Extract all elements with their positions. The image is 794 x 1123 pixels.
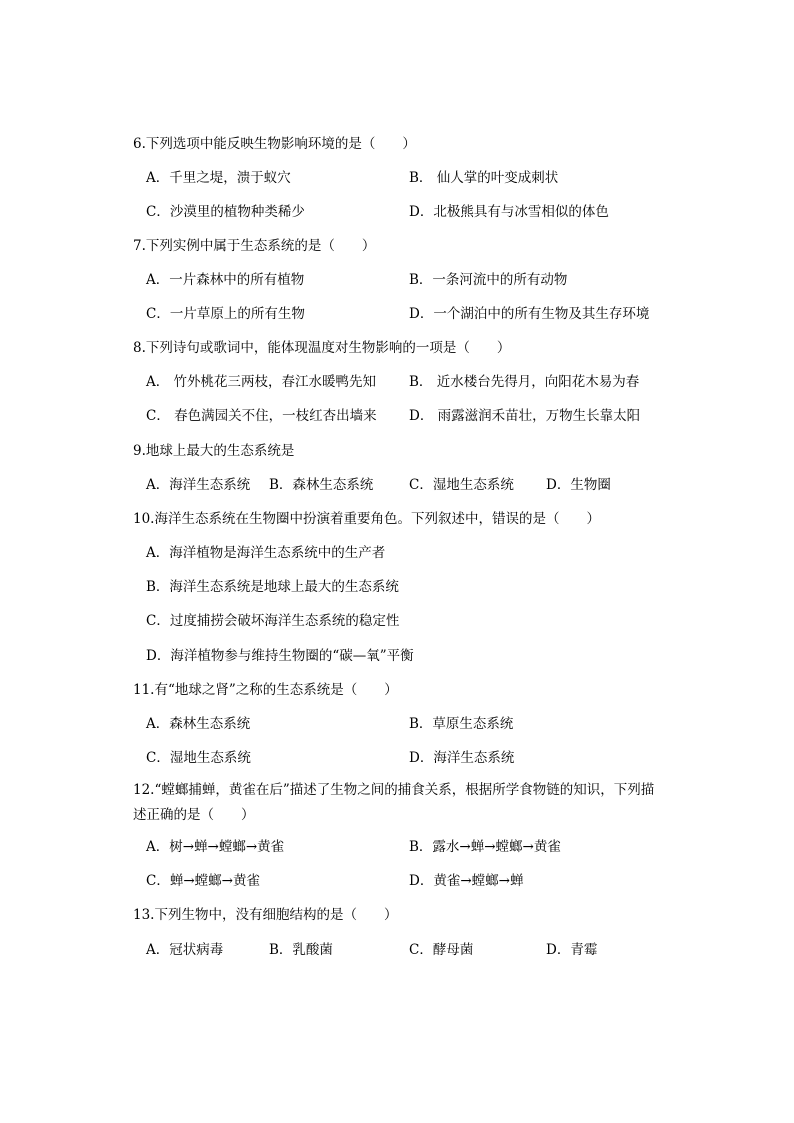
question-12-options-row-1 (146, 837, 666, 857)
option-b: B．一条河流中的所有动物 (409, 272, 568, 288)
question-9-options-row (146, 475, 666, 495)
option-c: C．蝉→螳螂→黄雀 (146, 873, 260, 889)
question-6-options-row-2 (146, 202, 666, 222)
option-b: B． 近水楼台先得月，向阳花木易为春 (409, 374, 640, 390)
question-8-options-row-2 (146, 406, 666, 426)
option-d: D．一个湖泊中的所有生物及其生存环境 (409, 306, 650, 322)
option-c: C． 春色满园关不住，一枝红杏出墙来 (146, 408, 377, 424)
option-a: A． 竹外桃花三两枝，春江水暖鸭先知 (146, 374, 377, 390)
question-10-stem: 10.海洋生态系统在生物圈中扮演着重要角色。下列叙述中，错误的是（ ） (133, 511, 600, 527)
option-a: A．树→蝉→螳螂→黄雀 (146, 839, 285, 855)
question-12-options-row-2 (146, 871, 666, 891)
question-10-option-d (146, 646, 666, 666)
option-d: D．海洋植物参与维持生物圈的“碳—氧”平衡 (146, 648, 414, 664)
question-8-options-row-1 (146, 372, 666, 392)
question-13-options-row (146, 940, 666, 960)
option-a: A．一片森林中的所有植物 (146, 272, 305, 288)
option-b: B．森林生态系统 (269, 477, 374, 493)
option-d: D． 雨露滋润禾苗壮，万物生长靠太阳 (409, 408, 641, 424)
option-c: C．湿地生态系统 (409, 477, 514, 493)
option-a: A．森林生态系统 (146, 716, 251, 732)
option-b: B．露水→蝉→螳螂→黄雀 (409, 839, 561, 855)
option-c: C．一片草原上的所有生物 (146, 306, 305, 322)
option-c: C．过度捕捞会破坏海洋生态系统的稳定性 (146, 613, 400, 629)
question-11-stem: 11.有“地球之肾”之称的生态系统是（ ） (133, 682, 398, 698)
question-10-option-a (146, 543, 666, 563)
question-9-stem: 9.地球上最大的生态系统是 (133, 443, 295, 459)
option-b: B．乳酸菌 (269, 942, 333, 958)
question-11-options-row-1 (146, 714, 666, 734)
question-6-stem: 6.下列选项中能反映生物影响环境的是（ ） (133, 136, 416, 152)
question-7-options-row-1 (146, 270, 666, 290)
option-d: D．黄雀→螳螂→蝉 (409, 873, 524, 889)
question-7-stem: 7.下列实例中属于生态系统的是（ ） (133, 238, 376, 254)
option-c: C．沙漠里的植物种类稀少 (146, 204, 305, 220)
question-11-options-row-2 (146, 748, 666, 768)
option-c: C．湿地生态系统 (146, 750, 251, 766)
question-12-stem: 12.“螳螂捕蝉，黄雀在后”描述了生物之间的捕食关系，根据所学食物链的知识，下列描述正确的是（ ） (133, 782, 655, 823)
option-a: A．千里之堤，溃于蚁穴 (146, 170, 291, 186)
option-d: D．海洋生态系统 (409, 750, 515, 766)
question-8-stem: 8.下列诗句或歌词中，能体现温度对生物影响的一项是（ ） (133, 340, 511, 356)
option-b: B． 仙人掌的叶变成刺状 (409, 170, 559, 186)
option-a: A．冠状病毒 (146, 942, 224, 958)
question-7-options-row-2 (146, 304, 666, 324)
question-13-stem: 13.下列生物中，没有细胞结构的是（ ） (133, 907, 398, 923)
option-d: D．生物圈 (546, 477, 611, 493)
option-a: A．海洋生态系统 (146, 477, 251, 493)
option-d: D．北极熊具有与冰雪相似的体色 (409, 204, 609, 220)
option-d: D．青霉 (546, 942, 598, 958)
question-10-option-c (146, 611, 666, 631)
option-b: B．海洋生态系统是地球上最大的生态系统 (146, 579, 399, 595)
option-a: A．海洋植物是海洋生态系统中的生产者 (146, 545, 386, 561)
question-6-options-row-1 (146, 168, 666, 188)
question-10-option-b (146, 577, 666, 597)
option-b: B．草原生态系统 (409, 716, 514, 732)
option-c: C．酵母菌 (409, 942, 474, 958)
